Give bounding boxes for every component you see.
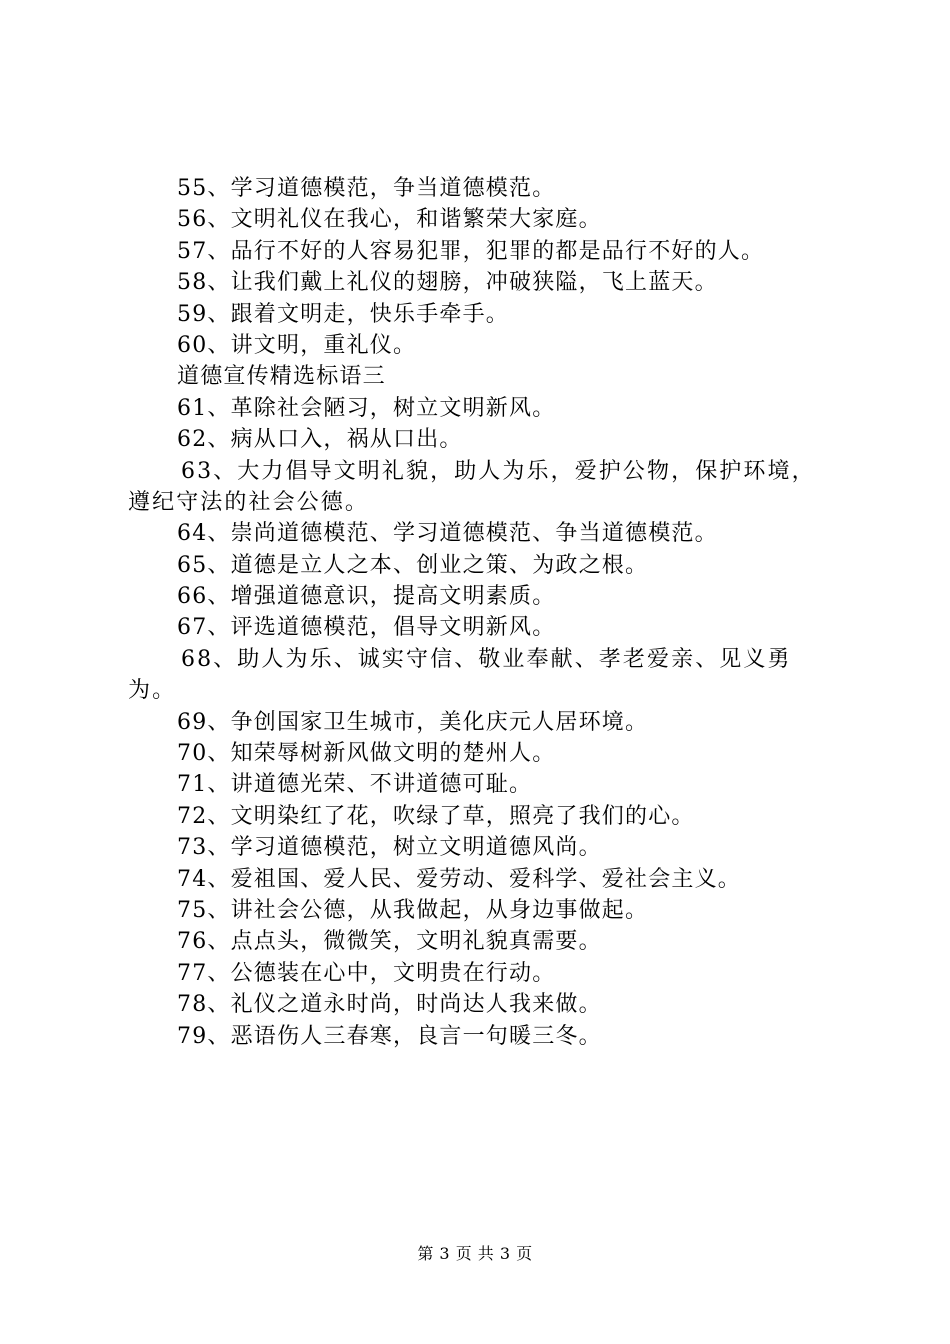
text-line: 为。	[128, 678, 177, 704]
text-line: 69、争创国家卫生城市，美化庆元人居环境。	[177, 709, 649, 735]
text-line: 72、文明染红了花，吹绿了草，照亮了我们的心。	[177, 803, 695, 829]
text-line: 68、助人为乐、诚实守信、敬业奉献、孝老爱亲、见义勇	[181, 646, 792, 672]
text-line: 76、点点头，微微笑，文明礼貌真需要。	[177, 929, 602, 955]
text-line: 60、讲文明，重礼仪。	[177, 332, 417, 358]
text-line: 73、学习道德模范，树立文明道德风尚。	[177, 835, 602, 861]
text-line: 65、道德是立人之本、创业之策、为政之根。	[177, 552, 649, 578]
text-line: 79、恶语伤人三春寒，良言一句暖三冬。	[177, 1023, 602, 1049]
text-line: 59、跟着文明走，快乐手牵手。	[177, 301, 509, 327]
text-line: 58、让我们戴上礼仪的翅膀，冲破狭隘，飞上蓝天。	[177, 270, 718, 296]
text-line: 55、学习道德模范，争当道德模范。	[177, 176, 556, 201]
text-line: 遵纪守法的社会公德。	[128, 489, 370, 515]
text-line: 75、讲社会公德，从我做起，从身边事做起。	[177, 897, 649, 923]
page-footer: 第 3 页 共 3 页	[417, 1244, 533, 1263]
text-line: 77、公德装在心中，文明贵在行动。	[177, 960, 556, 986]
text-line: 56、文明礼仪在我心，和谐繁荣大家庭。	[177, 207, 602, 233]
text-line: 78、礼仪之道永时尚，时尚达人我来做。	[177, 992, 602, 1018]
text-line: 62、病从口入，祸从口出。	[177, 427, 463, 453]
text-line: 64、崇尚道德模范、学习道德模范、争当道德模范。	[177, 521, 718, 547]
text-line: 66、增强道德意识，提高文明素质。	[177, 584, 556, 610]
text-line: 道德宣传精选标语三	[177, 364, 386, 390]
text-line: 70、知荣辱树新风做文明的楚州人。	[177, 741, 556, 767]
text-line: 63、大力倡导文明礼貌，助人为乐，爱护公物，保护环境，	[181, 458, 816, 484]
text-line: 57、品行不好的人容易犯罪，犯罪的都是品行不好的人。	[177, 238, 765, 264]
document-body	[128, 173, 848, 1052]
text-line: 71、讲道德光荣、不讲道德可耻。	[177, 772, 533, 798]
text-line: 61、革除社会陋习，树立文明新风。	[177, 395, 556, 421]
text-line: 67、评选道德模范，倡导文明新风。	[177, 615, 556, 641]
text-line: 74、爱祖国、爱人民、爱劳动、爱科学、爱社会主义。	[177, 866, 741, 892]
